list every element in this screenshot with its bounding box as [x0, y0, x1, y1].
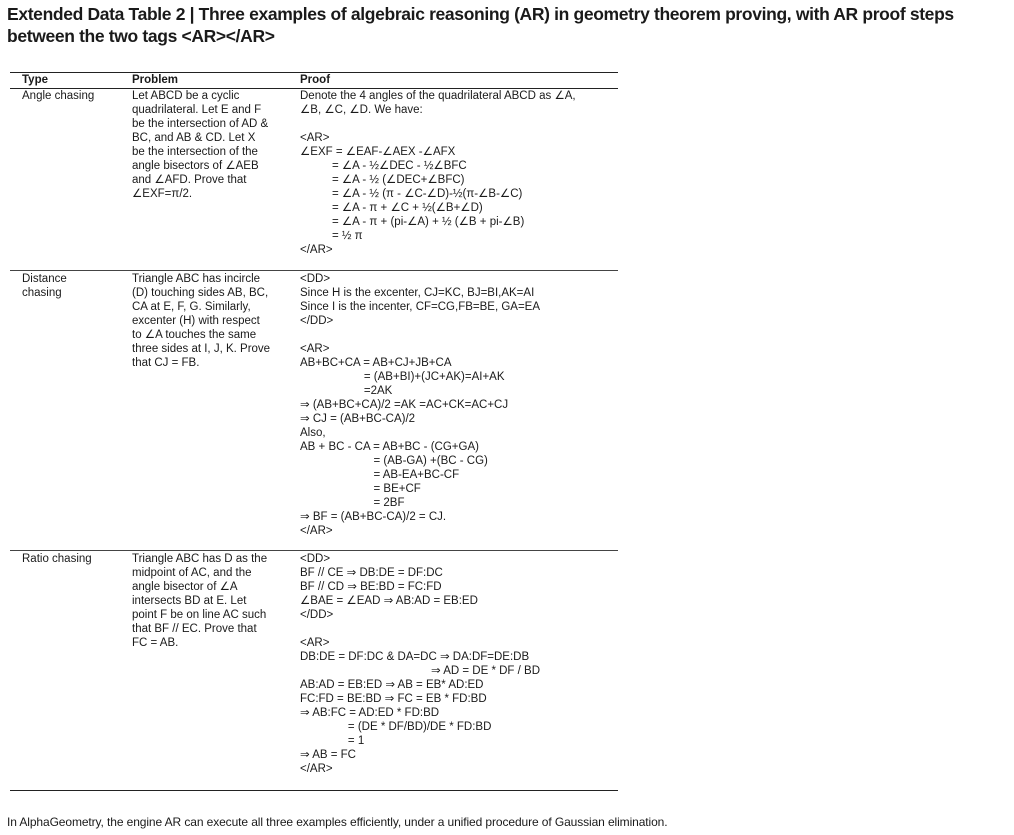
- cell-line: chasing: [22, 287, 62, 299]
- table-title: Extended Data Table 2 | Three examples of algebraic reasoning (AR) in geometry theorem proving, with AR proof steps between the two tags <AR></AR>: [7, 4, 954, 46]
- cell-line: ⇒ BF = (AB+BC-CA)/2 = CJ.: [300, 511, 447, 523]
- cell-line: three sides at I, J, K. Prove: [132, 343, 271, 355]
- cell-line: <DD>: [300, 273, 331, 285]
- cell-line: <AR>: [300, 637, 330, 649]
- cell-line: </AR>: [300, 763, 333, 775]
- cell-line: BF // CE ⇒ DB:DE = DF:DC: [300, 567, 443, 579]
- cell-line: </DD>: [300, 609, 334, 621]
- cell-line: Also,: [300, 427, 326, 439]
- cell-line: ⇒ AB = FC: [300, 749, 356, 761]
- cell-line: (D) touching sides AB, BC,: [132, 287, 269, 299]
- cell-line: = BE+CF: [300, 483, 421, 495]
- cell-line: BF // CD ⇒ BE:BD = FC:FD: [300, 581, 442, 593]
- header-type: Type: [22, 74, 48, 86]
- table-caption: In AlphaGeometry, the engine AR can execute all three examples efficiently, under a unified procedure of Gaussian elimination.: [7, 815, 668, 829]
- cell-line: =2AK: [300, 385, 393, 397]
- cell-line: AB+BC+CA = AB+CJ+JB+CA: [300, 357, 452, 369]
- cell-line: </AR>: [300, 525, 333, 537]
- cell-line: [300, 328, 540, 342]
- cell-line: <DD>: [300, 553, 331, 565]
- cell-line: <AR>: [300, 343, 330, 355]
- cell-line: that CJ = FB.: [132, 357, 200, 369]
- row-divider-2: [10, 550, 618, 551]
- cell-line: ∠EXF=π/2.: [132, 188, 193, 200]
- cell-line: = ∠A - π + (pi-∠A) + ½ (∠B + pi-∠B): [300, 216, 525, 228]
- cell-line: DB:DE = DF:DC & DA=DC ⇒ DA:DF=DE:DB: [300, 651, 530, 663]
- cell-line: ∠EXF = ∠EAF-∠AEX -∠AFX: [300, 146, 456, 158]
- cell-line: </DD>: [300, 315, 334, 327]
- cell-line: FC:FD = BE:BD ⇒ FC = EB * FD:BD: [300, 693, 487, 705]
- row-distance-chasing-type: [22, 272, 67, 300]
- cell-line: Since I is the incenter, CF=CG,FB=BE, GA=EA: [300, 301, 541, 313]
- cell-line: </AR>: [300, 244, 333, 256]
- header-problem: Problem: [132, 74, 179, 86]
- cell-line: <AR>: [300, 132, 330, 144]
- header-proof: Proof: [300, 74, 331, 86]
- row-angle-chasing-proof: [300, 89, 576, 257]
- cell-line: BC, and AB & CD. Let X: [132, 132, 256, 144]
- cell-line: ⇒ AB:FC = AD:ED * FD:BD: [300, 707, 440, 719]
- cell-line: midpoint of AC, and the: [132, 567, 252, 579]
- cell-line: ⇒ AD = DE * DF / BD: [300, 665, 541, 677]
- cell-line: Triangle ABC has D as the: [132, 553, 268, 565]
- row-divider-1: [10, 270, 618, 271]
- cell-line: be the intersection of the: [132, 146, 258, 158]
- cell-line: [300, 117, 576, 131]
- row-angle-chasing-problem: [132, 89, 268, 201]
- cell-line: AB + BC - CA = AB+BC - (CG+GA): [300, 441, 479, 453]
- cell-line: = 1: [300, 735, 365, 747]
- cell-line: point F be on line AC such: [132, 609, 267, 621]
- row-distance-chasing-proof: [300, 272, 540, 538]
- table-bottom-rule: [10, 790, 618, 791]
- cell-line: to ∠A touches the same: [132, 329, 257, 341]
- cell-line: intersects BD at E. Let: [132, 595, 247, 607]
- cell-line: angle bisector of ∠A: [132, 581, 238, 593]
- cell-line: quadrilateral. Let E and F: [132, 104, 262, 116]
- cell-line: and ∠AFD. Prove that: [132, 174, 247, 186]
- row-distance-chasing-problem: [132, 272, 270, 370]
- cell-line: ∠BAE = ∠EAD ⇒ AB:AD = EB:ED: [300, 595, 478, 607]
- cell-line: Distance: [22, 273, 67, 285]
- cell-line: Ratio chasing: [22, 553, 92, 565]
- cell-line: Triangle ABC has incircle: [132, 273, 261, 285]
- row-ratio-chasing-proof: [300, 552, 540, 776]
- cell-line: FC = AB.: [132, 637, 179, 649]
- cell-line: ⇒ (AB+BC+CA)/2 =AK =AC+CK=AC+CJ: [300, 399, 509, 411]
- cell-line: = ∠A - ½ (∠DEC+∠BFC): [300, 174, 465, 186]
- cell-line: Denote the 4 angles of the quadrilateral ABCD as ∠A,: [300, 90, 576, 102]
- cell-line: = (AB+BI)+(JC+AK)=AI+AK: [300, 371, 505, 383]
- cell-line: ∠B, ∠C, ∠D. We have:: [300, 104, 423, 116]
- cell-line: = AB-EA+BC-CF: [300, 469, 460, 481]
- cell-line: Let ABCD be a cyclic: [132, 90, 240, 102]
- cell-line: = 2BF: [300, 497, 405, 509]
- cell-line: = ∠A - ½∠DEC - ½∠BFC: [300, 160, 467, 172]
- cell-line: = (DE * DF/BD)/DE * FD:BD: [300, 721, 492, 733]
- cell-line: [300, 622, 540, 636]
- cell-line: that BF // EC. Prove that: [132, 623, 257, 635]
- cell-line: = ∠A - π + ∠C + ½(∠B+∠D): [300, 202, 483, 214]
- cell-line: = (AB-GA) +(BC - CG): [300, 455, 488, 467]
- row-angle-chasing-type: [22, 89, 94, 103]
- cell-line: angle bisectors of ∠AEB: [132, 160, 259, 172]
- cell-line: Angle chasing: [22, 90, 95, 102]
- cell-line: = ∠A - ½ (π - ∠C-∠D)-½(π-∠B-∠C): [300, 188, 523, 200]
- row-ratio-chasing-problem: [132, 552, 267, 650]
- cell-line: be the intersection of AD &: [132, 118, 269, 130]
- cell-line: = ½ π: [300, 230, 363, 242]
- cell-line: Since H is the excenter, CJ=KC, BJ=BI,AK=AI: [300, 287, 535, 299]
- row-ratio-chasing-type: [22, 552, 92, 566]
- cell-line: excenter (H) with respect: [132, 315, 260, 327]
- cell-line: CA at E, F, G. Similarly,: [132, 301, 251, 313]
- cell-line: ⇒ CJ = (AB+BC-CA)/2: [300, 413, 416, 425]
- cell-line: AB:AD = EB:ED ⇒ AB = EB* AD:ED: [300, 679, 484, 691]
